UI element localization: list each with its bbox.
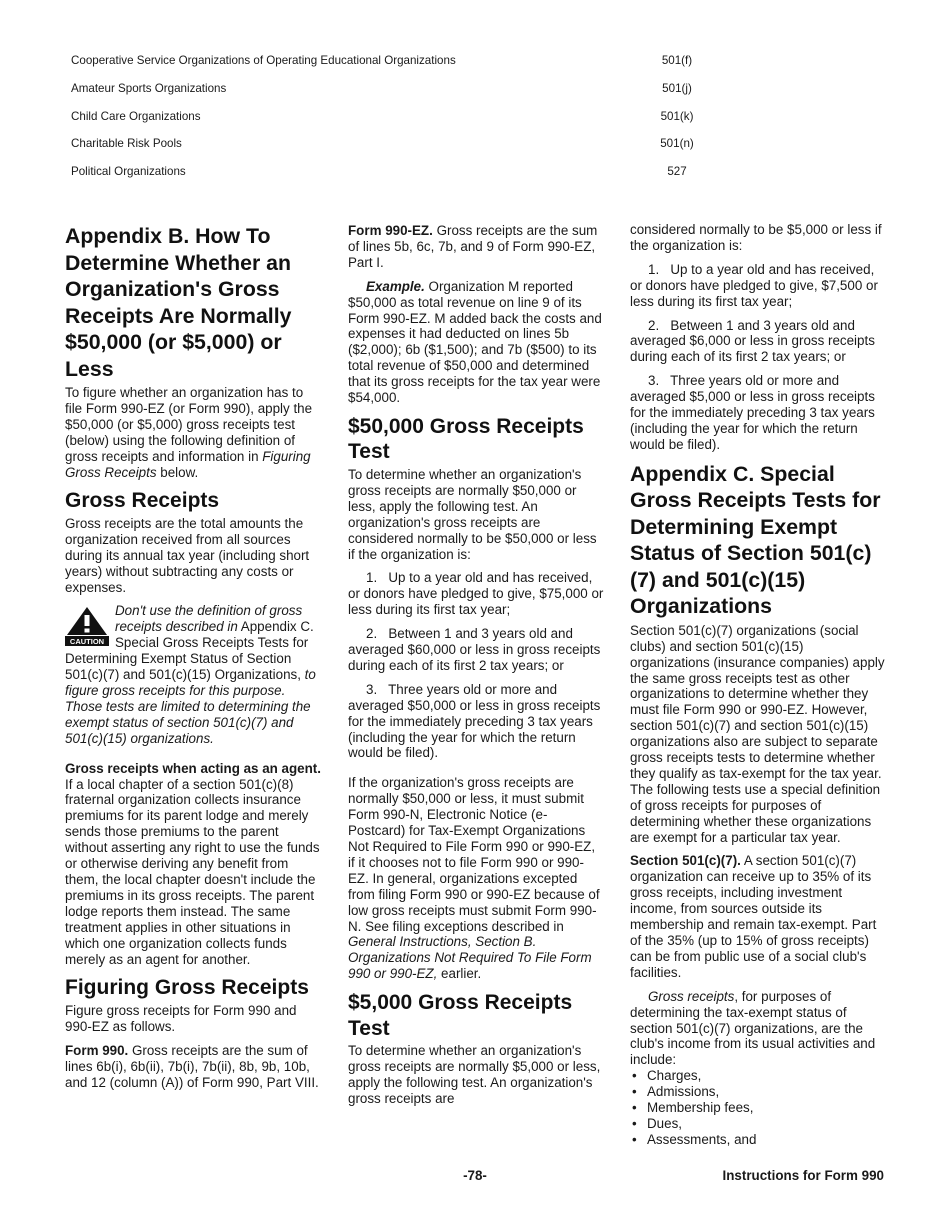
list-item: 1. Up to a year old and has received, or donors have pledged to give, $7,500 or less during its first tax year;	[630, 261, 882, 309]
example-paragraph: Example. Organization M reported $50,000 as total revenue on line 9 of its Form 990-EZ. M added back the costs and expenses it had deducted on lines 5b ($2,000); 6b ($1,500); and 7b ($500) to its total revenue of $50,000 and determined that its gross receipts for the tax year were $54,000.	[348, 278, 602, 406]
form-990ez-paragraph: Form 990-EZ. Gross receipts are the sum of lines 5b, 6c, 7b, and 9 of Form 990-EZ, Part I.	[348, 223, 598, 270]
table-row	[71, 161, 771, 189]
org-name: Child Care Organizations	[71, 109, 201, 123]
column-middle	[348, 223, 608, 1115]
list-item: 2. Between 1 and 3 years old and averaged $6,000 or less in gross receipts during each of its first 2 tax years; or	[630, 317, 879, 365]
section-code: 501(k)	[660, 109, 694, 123]
gross-receipts-paragraph: Gross receipts are the total amounts the organization received from all sources during its annual tax year (including short years) without subtracting any costs or expenses.	[65, 515, 310, 595]
list-item: • Admissions,	[630, 1084, 886, 1100]
page-number: -78-	[463, 1168, 487, 1183]
list-item: • Dues,	[630, 1116, 886, 1132]
table-row	[71, 133, 771, 161]
appendix-c-intro: Section 501(c)(7) organizations (social clubs) and section 501(c)(15) organizations (insurance companies) apply the same gross receipts test as other organizations to determine whether they must file Form 990 or 990-EZ. However, section 501(c)(7) and section 501(c)(15) organizations also are subject to separate gross receipts tests to determine whether they qualify as tax-exempt for the tax year. The following tests use a special definition of gross receipts for purposes of determining whether these organizations are exempt for a particular tax year.	[630, 622, 885, 845]
income-bullet-list	[630, 1068, 886, 1148]
section-code: 527	[667, 165, 687, 179]
list-item: 3. Three years old or more and averaged $50,000 or less in gross receipts for the immediately preceding 3 tax years (including the year for which the return would be filed).	[348, 681, 605, 761]
section-501c7-paragraph: Section 501(c)(7). A section 501(c)(7) organization can receive up to 35% of its gross receipts, including investment income, from sources outside its membership and remain tax-exempt. Part of the 35% (up to 15% of gross receipts) can be from public use of a social club's facilities.	[630, 853, 877, 980]
section-code: 501(n)	[660, 137, 694, 151]
caution-label: CAUTION	[69, 637, 105, 647]
5000-test-paragraph: To determine whether an organization's gross receipts are normally $5,000 or less, apply the following test. An organization's gross receipts are	[348, 1043, 601, 1106]
column-left	[65, 223, 321, 1098]
org-name: Charitable Risk Pools	[71, 137, 182, 151]
50000-test-heading: $50,000 Gross Receipts Test	[348, 414, 584, 464]
list-item: 1. Up to a year old and has received, or donors have pledged to give, $75,000 or less during its first tax year;	[348, 570, 608, 618]
table-row	[71, 78, 771, 106]
column-right	[630, 222, 886, 1148]
appendix-b-heading: Appendix B. How To Determine Whether an Organization's Gross Receipts Are Normally $50,000 (or $5,000) or Less	[65, 224, 292, 381]
list-item: 3. Three years old or more and averaged $5,000 or less in gross receipts for the immediately preceding 3 tax years (including the year for which the return would be filed).	[630, 373, 879, 452]
5000-test-heading: $5,000 Gross Receipts Test	[348, 991, 573, 1040]
footer-form-title: Instructions for Form 990	[722, 1168, 884, 1183]
list-item: • Charges,	[630, 1068, 886, 1084]
agent-paragraph: Gross receipts when acting as an agent. If a local chapter of a section 501(c)(8) fraternal organization collects insurance premiums for its parent lodge and merely sends those premiums to the parent without asserting any right to use the funds or otherwise deriving any benefit from them, the local chapter doesn't include the premiums in its gross receipts. The parent lodge reports them instead. The same treatment applies in other situations in which one organization collects funds merely as an agent for another.	[65, 760, 321, 967]
50000-test-paragraph: To determine whether an organization's gross receipts are normally $50,000 or less, apply the following test. An organization's gross receipts are considered normally to be $50,000 or less if the organization is:	[348, 466, 597, 562]
org-name: Political Organizations	[71, 165, 186, 179]
section-code: 501(f)	[661, 54, 693, 67]
list-item: 2. Between 1 and 3 years old and averaged $60,000 or less in gross receipts during each of its first 2 tax years; or	[348, 626, 605, 673]
table-row	[71, 50, 771, 78]
org-name: Cooperative Service Organizations of Operating Educational Organizations	[71, 54, 456, 67]
5000-test-continued: considered normally to be $5,000 or less if the organization is:	[630, 222, 882, 253]
gross-receipts-definition: Gross receipts, for purposes of determining the tax-exempt status of section 501(c)(7) organizations, are the club's income from its usual activities and include:	[630, 988, 876, 1068]
form-990n-paragraph: If the organization's gross receipts are normally $50,000 or less, it must submit Form 990-N, Electronic Notice (e-Postcard) for Tax-Exempt Organizations Not Required to File Form 990 or 990-EZ, if it chooses not to file Form 990 or 990-EZ. In general, organizations excepted from filing Form 990 or 990-EZ because of low gross receipts must submit Form 990-N. See filing exceptions described in General Instructions, Section B. Organizations Not Required To File Form 990 or 990-EZ, earlier.	[348, 775, 600, 982]
appendix-c-heading: Appendix C. Special Gross Receipts Tests for Determining Exempt Status of Section 501(c)(7) and 501(c)(15) Organizations	[630, 461, 881, 619]
form-990-paragraph: Form 990. Gross receipts are the sum of lines 6b(i), 6b(ii), 7b(i), 7b(ii), 8b, 9b, 10b, and 12 (column (A)) of Form 990, Part VIII.	[65, 1042, 319, 1090]
organization-section-table	[71, 50, 771, 189]
section-code: 501(j)	[662, 81, 692, 95]
figuring-gross-receipts-heading: Figuring Gross Receipts	[65, 976, 309, 1000]
list-item: • Assessments, and	[630, 1132, 886, 1148]
figuring-paragraph: Figure gross receipts for Form 990 and 990-EZ as follows.	[65, 1002, 297, 1034]
gross-receipts-heading: Gross Receipts	[65, 489, 220, 513]
caution-icon	[65, 606, 109, 646]
caution-note: CAUTION Don't use the definition of gross receipts described in Appendix C. Special Gross Receipts Tests for Determining Exempt Status of Section 501(c)(7) and 501(c)(15) Organizations, to figure gross receipts for this purpose. Those tests are limited to determining the exempt status of section 501(c)(7) and 501(c)(15) organizations.	[65, 603, 316, 746]
appendix-b-intro: To figure whether an organization has to file Form 990-EZ (or Form 990), apply the $50,000 (or $5,000) gross receipts test (below) using the following definition of gross receipts and information in Figuring Gross Receipts below.	[65, 385, 313, 480]
org-name: Amateur Sports Organizations	[71, 81, 227, 95]
table-row	[71, 106, 771, 134]
list-item: • Membership fees,	[630, 1100, 886, 1116]
